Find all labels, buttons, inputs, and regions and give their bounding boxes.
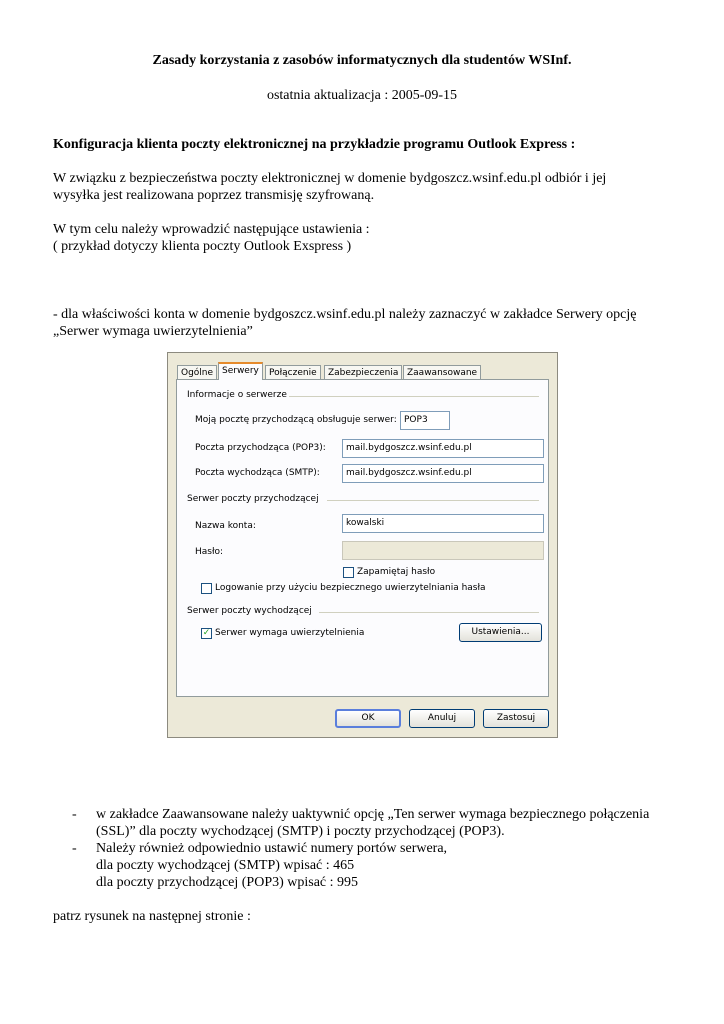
check-mark-icon: ✓	[202, 628, 211, 638]
cancel-button[interactable]: Anuluj	[409, 709, 475, 728]
group-divider	[289, 396, 539, 397]
incoming-type-label: Moją pocztę przychodzącą obsługuje serwer:	[195, 415, 397, 425]
bullet-line: w zakładce Zaawansowane należy uaktywnić opcję „Ten serwer wymaga bezpiecznego połączenia	[96, 807, 650, 822]
spa-login-checkbox[interactable]	[201, 583, 212, 594]
account-name-input[interactable]: kowalski	[342, 514, 544, 533]
spa-login-label: Logowanie przy użyciu bezpiecznego uwierzytelniania hasła	[215, 583, 486, 593]
tab-general[interactable]: Ogólne	[177, 365, 217, 379]
bullet-line: dla poczty wychodzącej (SMTP) wpisać : 465	[96, 858, 355, 873]
account-properties-dialog	[167, 352, 558, 738]
outgoing-server-label: Poczta wychodząca (SMTP):	[195, 468, 320, 478]
password-input[interactable]	[342, 541, 544, 560]
incoming-server-label: Poczta przychodząca (POP3):	[195, 443, 326, 453]
remember-password-checkbox[interactable]	[343, 567, 354, 578]
paragraph-line: „Serwer wymaga uwierzytelnienia”	[53, 324, 253, 339]
group-incoming-server: Serwer poczty przychodzącej	[187, 494, 319, 504]
section-heading: Konfiguracja klienta poczty elektronicznej na przykładzie programu Outlook Express :	[53, 137, 576, 152]
group-outgoing-server: Serwer poczty wychodzącej	[187, 606, 312, 616]
tab-advanced[interactable]: Zaawansowane	[403, 365, 481, 379]
group-server-info: Informacje o serwerze	[187, 390, 287, 400]
apply-button[interactable]: Zastosuj	[483, 709, 549, 728]
footer-note: patrz rysunek na następnej stronie :	[53, 909, 251, 924]
bullet-marker: -	[72, 807, 77, 822]
group-divider	[327, 500, 539, 501]
incoming-server-input[interactable]: mail.bydgoszcz.wsinf.edu.pl	[342, 439, 544, 458]
bullet-line: (SSL)” dla poczty wychodzącej (SMTP) i poczty przychodzącej (POP3).	[96, 824, 505, 839]
tab-connection[interactable]: Połączenie	[265, 365, 321, 379]
document-title: Zasady korzystania z zasobów informatycznych dla studentów WSInf.	[152, 53, 572, 68]
paragraph-line: ( przykład dotyczy klienta poczty Outlook Exspress )	[53, 239, 352, 254]
group-divider	[319, 612, 539, 613]
bullet-line: dla poczty przychodzącej (POP3) wpisać : 995	[96, 875, 359, 890]
ok-button[interactable]: OK	[335, 709, 401, 728]
paragraph-line: W tym celu należy wprowadzić następujące ustawienia :	[53, 222, 370, 237]
tab-security[interactable]: Zabezpieczenia	[324, 365, 402, 379]
account-name-label: Nazwa konta:	[195, 521, 256, 531]
server-requires-auth-label: Serwer wymaga uwierzytelnienia	[215, 628, 365, 638]
tab-servers[interactable]: Serwery	[218, 362, 263, 380]
bullet-marker: -	[72, 841, 77, 856]
server-requires-auth-checkbox[interactable]	[201, 628, 212, 639]
last-update: ostatnia aktualizacja : 2005-09-15	[266, 88, 458, 103]
paragraph-line: - dla właściwości konta w domenie bydgoszcz.wsinf.edu.pl należy zaznaczyć w zakładce Serwery opcję	[53, 307, 637, 322]
incoming-type-field[interactable]: POP3	[400, 411, 450, 430]
paragraph-line: wysyłka jest realizowana poprzez transmisję szyfrowaną.	[53, 188, 375, 203]
paragraph-line: W związku z bezpieczeństwa poczty elektronicznej w domenie bydgoszcz.wsinf.edu.pl odbiór i jej	[53, 171, 607, 186]
password-label: Hasło:	[195, 547, 224, 557]
outgoing-server-input[interactable]: mail.bydgoszcz.wsinf.edu.pl	[342, 464, 544, 483]
remember-password-label: Zapamiętaj hasło	[357, 567, 436, 577]
servers-panel	[176, 379, 549, 697]
settings-button[interactable]: Ustawienia...	[459, 623, 542, 642]
bullet-line: Należy również odpowiednio ustawić numery portów serwera,	[96, 841, 448, 856]
